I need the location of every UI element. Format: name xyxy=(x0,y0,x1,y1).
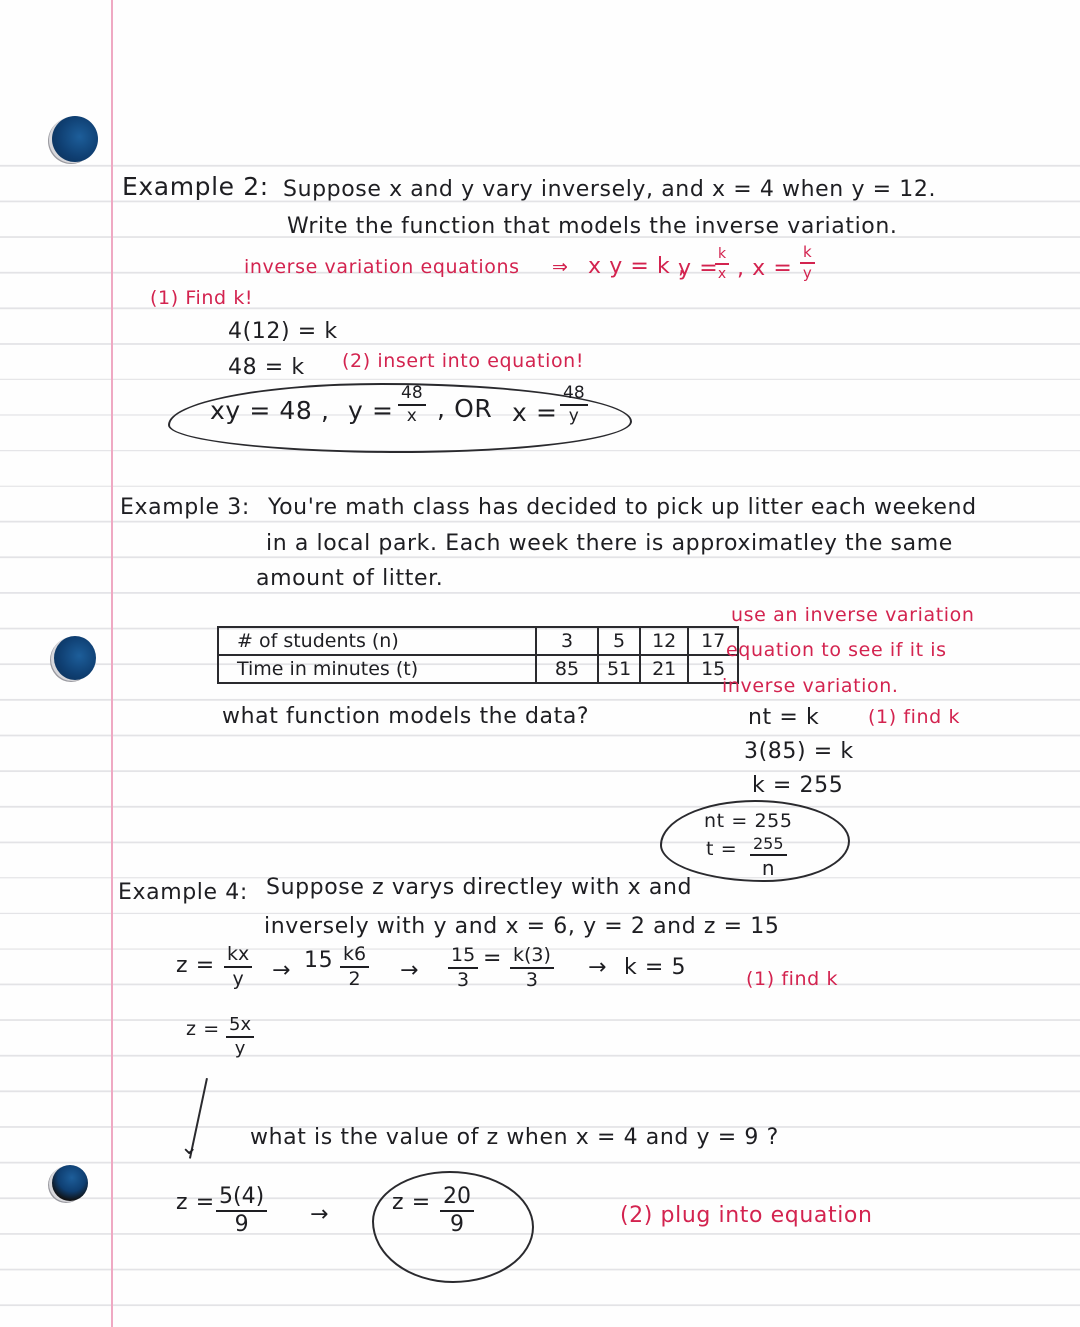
table-cell: 3 xyxy=(536,627,598,655)
answer-y-lhs: y = xyxy=(348,396,394,425)
example-3-step-1: (1) find k xyxy=(868,706,961,728)
eq2-lhs: 15 xyxy=(304,948,334,973)
eq3-equals: = xyxy=(483,946,503,971)
example-3-work-1: nt = k xyxy=(748,705,820,730)
table-cell: 15 xyxy=(688,655,738,683)
example-3-note-line-2: equation to see if it is xyxy=(726,639,947,661)
table-cell: 12 xyxy=(640,627,688,655)
model-fraction: $\frac{5x}{y}$ xyxy=(226,1016,254,1058)
example-2-heading: Example 2: xyxy=(122,172,269,201)
note-equation-1: x y = k , xyxy=(588,254,686,279)
example-4-step-1: (1) find k xyxy=(746,968,839,990)
example-2-line-2: Write the function that models the inverse variation. xyxy=(287,214,898,239)
example-4-line-2: inversely with y and x = 6, y = 2 and z = 15 xyxy=(264,914,780,939)
example-3-answer-2-fraction: 255 n xyxy=(750,836,787,878)
example-3-heading: Example 3: xyxy=(120,495,250,520)
table-row-time xyxy=(218,655,738,683)
answer-x-fraction: $\frac{48}{y}$ xyxy=(560,385,588,425)
answer-xy: xy = 48 , xyxy=(210,396,330,425)
implies-arrow-icon: ⇒ xyxy=(552,256,569,278)
row-label: # of students (n) xyxy=(218,627,536,655)
students-time-table xyxy=(217,626,739,684)
example-3-line-1: You're math class has decided to pick up litter each weekend xyxy=(268,495,977,520)
eq3-left-fraction: $\frac{15}{3}$ xyxy=(448,946,478,990)
example-2-work-2: 48 = k xyxy=(228,355,305,380)
table-cell: 5 xyxy=(598,627,640,655)
example-2-line-1: Suppose x and y vary inversely, and x = 4 when y = 12. xyxy=(283,177,937,202)
example-2-step-2: (2) insert into equation! xyxy=(342,350,585,372)
result-lhs: z = xyxy=(392,1190,431,1215)
example-2-work-1: 4(12) = k xyxy=(228,319,338,344)
example-3-answer-1: nt = 255 xyxy=(704,810,793,832)
table-cell: 21 xyxy=(640,655,688,683)
example-3-answer-2-lhs: t = xyxy=(706,838,738,860)
result-fraction: $\frac{20}{9}$ xyxy=(440,1186,474,1236)
binder-hole-middle xyxy=(54,636,96,680)
row-label: Time in minutes (t) xyxy=(218,655,536,683)
table-row-students xyxy=(218,627,738,655)
example-4-question: what is the value of z when x = 4 and y = 9 ? xyxy=(250,1125,779,1150)
example-4-line-1: Suppose z varys directley with x and xyxy=(266,875,693,900)
eq1-lhs: z = xyxy=(176,953,215,978)
arrow-icon: → xyxy=(310,1202,330,1227)
arrow-head-icon: ⌄ xyxy=(180,1135,200,1160)
arrow-icon: → xyxy=(400,958,420,983)
table-cell: 85 xyxy=(536,655,598,683)
calc-lhs: z = xyxy=(176,1190,215,1215)
binder-hole-bottom xyxy=(52,1165,88,1201)
note-equation-3-lhs: , x = xyxy=(737,256,793,281)
table-cell: 51 xyxy=(598,655,640,683)
example-3-note-line-3: inverse variation. xyxy=(722,675,899,697)
example-3-work-3: k = 255 xyxy=(752,773,844,798)
note-equation-2-lhs: y = xyxy=(678,256,719,281)
eq1-fraction: $\frac{kx}{y}$ xyxy=(224,945,252,989)
binder-hole-top xyxy=(52,116,98,162)
calc-fraction: $\frac{5(4)}{9}$ xyxy=(216,1186,267,1236)
answer-or: , OR xyxy=(437,394,493,423)
example-4-step-2: (2) plug into equation xyxy=(620,1203,873,1228)
answer-x-lhs: x = xyxy=(512,398,558,427)
note-label: inverse variation equations xyxy=(244,256,520,278)
example-3-question: what function models the data? xyxy=(222,704,590,729)
table-cell: 17 xyxy=(688,627,738,655)
note-equation-2-fraction: $\frac{k}{x}$ xyxy=(715,247,729,281)
example-3-line-2: in a local park. Each week there is approximatley the same xyxy=(266,531,953,556)
answer-y-fraction: $\frac{48}{x}$ xyxy=(398,385,426,425)
example-4-heading: Example 4: xyxy=(118,880,248,905)
eq4: k = 5 xyxy=(624,955,687,980)
eq3-right-fraction: $\frac{k(3)}{3}$ xyxy=(510,946,554,990)
arrow-icon: → xyxy=(588,955,608,980)
margin-line xyxy=(111,0,113,1327)
example-3-note-line-1: use an inverse variation xyxy=(731,604,975,626)
example-3-work-2: 3(85) = k xyxy=(744,739,854,764)
example-3-line-3: amount of litter. xyxy=(256,566,444,591)
model-lhs: z = xyxy=(186,1018,220,1040)
note-equation-3-fraction: $\frac{k}{y}$ xyxy=(800,245,815,281)
example-2-step-1: (1) Find k! xyxy=(150,287,254,309)
arrow-icon: → xyxy=(272,958,292,983)
page-top-margin xyxy=(0,0,1080,164)
eq2-fraction: $\frac{k6}{2}$ xyxy=(340,945,369,989)
